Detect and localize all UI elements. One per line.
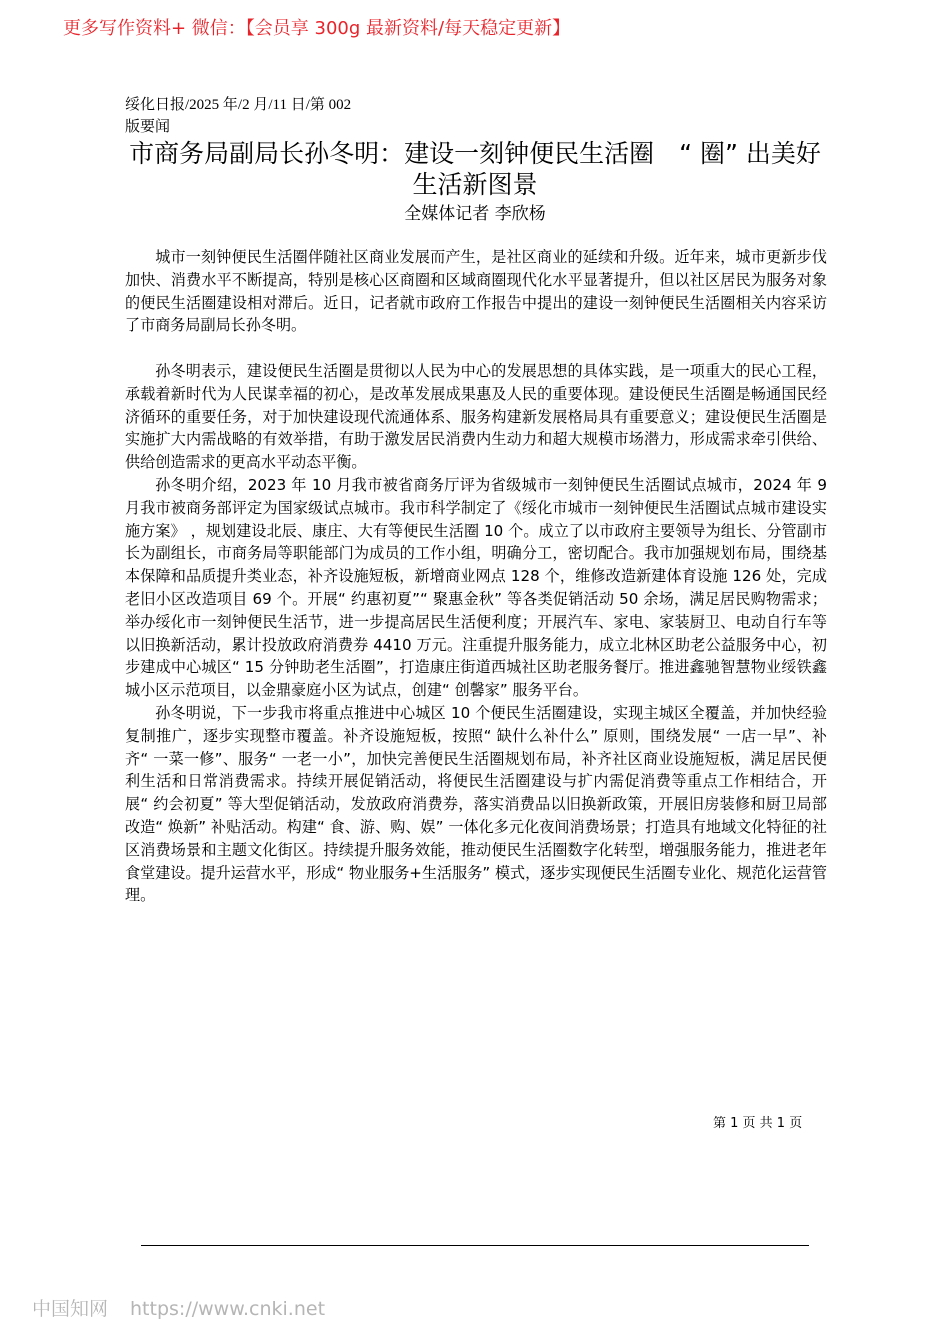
article-title: 市商务局副局长孙冬明：建设一刻钟便民生活圈 “ 圈” 出美好生活新图景	[129, 139, 821, 199]
watermark-logo: 中国知网	[32, 1298, 109, 1320]
watermark-url: https://www.cnki.net	[130, 1298, 326, 1320]
paragraph: 孙冬明说，下一步我市将重点推进中心城区 10 个便民生活圈建设，实现主城区全覆盖，并加快经验复制推广，逐步实现整市覆盖。补齐设施短板，按照“ 缺什么补什么” 原则，围绕发展“ 一店一早”、补齐“ 一菜一修”、服务“ 一老一小”，加快完善便民生活圈规划布局，补齐社区商业设施短板，满足居民便利生活和日常消费需求。持续开展促销活动，将便民生活圈建设与扩内需促消费等重点工作相结合，开展“ 约会初夏” 等大型促销活动，发放政府消费券，落实消费品以旧换新政策，开展旧房装修和厨卫局部改造“ 焕新” 补贴活动。构建“ 食、游、购、娱” 一体化多元化夜间消费场景；打造具有地域文化特征的社区消费场景和主题文化街区。持续提升服务效能，推动便民生活圈数字化转型，增强服务能力，推进老年食堂建设。提升运营水平，形成“ 物业服务+生活服务” 模式，逐步实现便民生活圈专业化、规范化运营管理。	[125, 703, 828, 905]
source-line: 绥化日报/2025 年/2 月/11 日/第 002	[125, 97, 352, 113]
article-body	[125, 246, 827, 907]
paragraph: 孙冬明介绍，2023 年 10 月我市被省商务厅评为省级城市一刻钟便民生活圈试点城市，2024 年 9 月我市被商务部评定为国家级试点城市。我市科学制定了《绥化市城市一刻钟便民生活圈试点城市建设实施方案》 ，规划建设北辰、康庄、大有等便民生活圈 10 个。成立了以市政府主要领导为组长、分管副市长为副组长，市商务局等职能部门为成员的工作小组，明确分工，密切配合。我市加强规划布局，围绕基本保障和品质提升类业态，补齐设施短板，新增商业网点 128 个，维修改造新建体育设施 126 处，完成老旧小区改造项目 69 个。开展“ 约惠初夏”“ 聚惠金秋” 等各类促销活动 50 余场，满足居民购物需求；举办绥化市一刻钟便民生活节，进一步提高居民生活便利度；开展汽车、家电、家装厨卫、电动自行车等以旧换新活动，累计投放政府消费券 4410 万元。注重提升服务能力，成立北林区助老公益服务中心，初步建成中心城区“ 15 分钟助老生活圈”，打造康庄街道西城社区助老服务餐厅。推进鑫驰智慧物业绥铁鑫城小区示范项目，以金鼎豪庭小区为试点，创建“ 创馨家” 服务平台。	[125, 475, 827, 700]
paragraph: 孙冬明表示，建设便民生活圈是贯彻以人民为中心的发展思想的具体实践，是一项重大的民心工程，承载着新时代为人民谋幸福的初心，是改革发展成果惠及人民的重要体现。建设便民生活圈是畅通国民经济循环的重要任务，对于加快建设现代流通体系、服务构建新发展格局具有重要意义；建设便民生活圈是实施扩大内需战略的有效举措，有助于激发居民消费内生动力和超大规模市场潜力，形成需求牵引供给、供给创造需求的更高水平动态平衡。	[125, 361, 827, 472]
byline: 全媒体记者 李欣杨	[404, 204, 546, 224]
section-line: 版要闻	[125, 119, 171, 135]
promo-banner: 更多写作资料+ 微信：【会员享 300g 最新资料/每天稳定更新】	[63, 18, 571, 39]
page-indicator: 第 1 页 共 1 页	[713, 1116, 803, 1131]
paragraph: 城市一刻钟便民生活圈伴随社区商业发展而产生，是社区商业的延续和升级。近年来，城市更新步伐加快、消费水平不断提高，特别是核心区商圈和区域商圈现代化水平显著提升，但以社区居民为服务对象的便民生活圈建设相对滞后。近日，记者就市政府工作报告中提出的建设一刻钟便民生活圈相关内容采访了市商务局副局长孙冬明。	[125, 248, 827, 335]
footer-divider	[141, 1245, 809, 1246]
cnki-watermark	[32, 1294, 325, 1321]
article-meta	[125, 94, 351, 138]
